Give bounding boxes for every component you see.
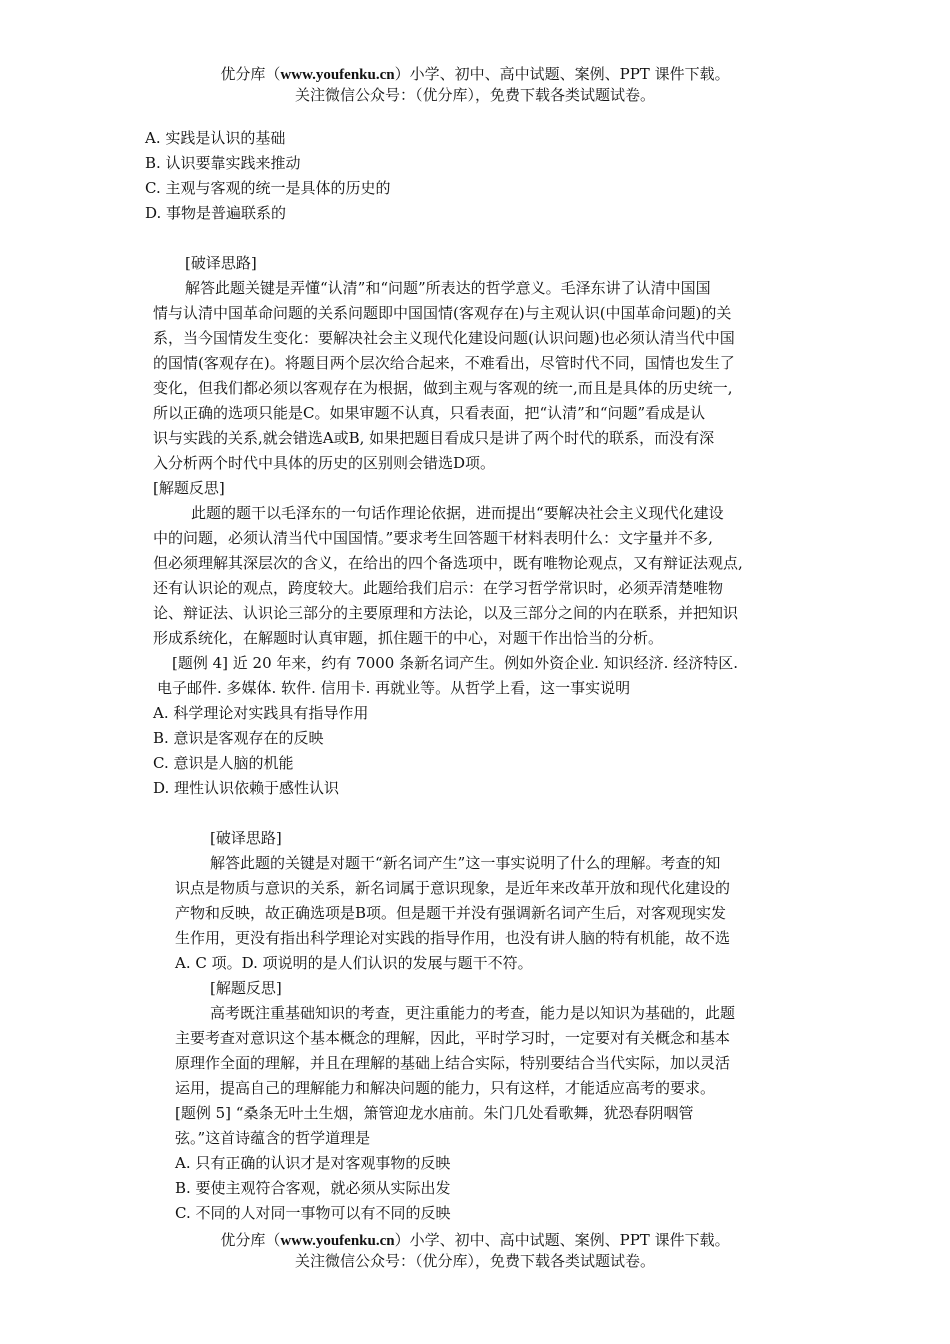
paragraph-line: 所以正确的选项只能是C。如果审题不认真，只看表面，把“认清”和“问题”看成是认: [153, 404, 706, 422]
paragraph-line: 变化，但我们都必须以客观存在为根据，做到主观与客观的统一,而且是具体的历史统一,: [153, 379, 733, 397]
footer-line-2: 关注微信公众号：（优分库），免费下载各类试题试卷。: [294, 1252, 655, 1270]
footer-site-link[interactable]: www.youfenku.cn: [280, 1233, 395, 1249]
header-site-link[interactable]: www.youfenku.cn: [280, 67, 395, 83]
paragraph-line: A. C 项。D. 项说明的是人们认识的发展与题干不符。: [175, 954, 533, 972]
header-line-2: 关注微信公众号：（优分库），免费下载各类试题试卷。: [294, 86, 655, 104]
paragraph-line: 产物和反映，故正确选项是B项。但是题干并没有强调新名词产生后，对客观现实发: [175, 904, 727, 922]
option-c: C. 主观与客观的统一是具体的历史的: [145, 179, 391, 197]
question-stem: [题例 5] “桑条无叶土生烟，箫管迎龙水庙前。朱门几处看歌舞，犹恐春阴咽管: [175, 1104, 694, 1122]
paragraph-line: 主要考查对意识这个基本概念的理解，因此，平时学习时，一定要对有关概念和基本: [175, 1029, 731, 1047]
option-a: A. 只有正确的认识才是对客观事物的反映: [175, 1154, 451, 1172]
paragraph-line: 原理作全面的理解，并且在理解的基础上结合实际，特别要结合当代实际，加以灵活: [175, 1054, 731, 1072]
paragraph-line: 入分析两个时代中具体的历史的区别则会错选D项。: [153, 454, 496, 472]
question-stem: [题例 4] 近 20 年来，约有 7000 条新名词产生。例如外资企业. 知识经济. 经济特区.: [172, 654, 738, 672]
paragraph-line: 情与认清中国革命问题的关系问题即中国国情(客观存在)与主观认识(中国革命问题)的关: [153, 304, 732, 322]
paragraph-line: 但必须理解其深层次的含义，在给出的四个备选项中，既有唯物论观点，又有辩证法观点,: [153, 554, 743, 572]
section-heading: [解题反思]: [210, 979, 282, 997]
paragraph-line: 解答此题的关键是对题干“新名词产生”这一事实说明了什么的理解。考查的知: [210, 854, 721, 872]
question-stem: 电子邮件. 多媒体. 软件. 信用卡. 再就业等。从哲学上看，这一事实说明: [157, 679, 631, 697]
section-heading: [破译思路]: [210, 829, 282, 847]
paragraph-line: 高考既注重基础知识的考查，更注重能力的考查，能力是以知识为基础的，此题: [210, 1004, 736, 1022]
page-header: [0, 64, 950, 105]
option-a: A. 实践是认识的基础: [145, 129, 286, 147]
option-b: B. 要使主观符合客观，就必须从实际出发: [175, 1179, 451, 1197]
paragraph-line: 生作用，更没有指出科学理论对实践的指导作用，也没有讲人脑的特有机能，故不选: [175, 929, 731, 947]
paragraph-line: 解答此题关键是弄懂“认清”和“问题”所表达的哲学意义。毛泽东讲了认清中国国: [185, 279, 711, 297]
option-a: A. 科学理论对实践具有指导作用: [153, 704, 369, 722]
option-d: D. 事物是普遍联系的: [145, 204, 287, 222]
footer-line-1: 优分库（www.youfenku.cn）小学、初中、高中试题、案例、PPT 课件下载。: [220, 1231, 730, 1249]
question-stem: 弦。”这首诗蕴含的哲学道理是: [175, 1129, 371, 1147]
option-d: D. 理性认识依赖于感性认识: [153, 779, 340, 797]
paragraph-line: 运用，提高自己的理解能力和解决问题的能力，只有这样，才能适应高考的要求。: [175, 1079, 716, 1097]
paragraph-line: 识与实践的关系,就会错选A或B, 如果把题目看成只是讲了两个时代的联系，而没有深: [153, 429, 715, 447]
section-heading: [解题反思]: [153, 479, 225, 497]
paragraph-line: 系，当今国情发生变化：要解决社会主义现代化建设问题(认识问题)也必须认清当代中国: [153, 329, 735, 347]
page-footer: [0, 1230, 950, 1271]
header-line-1: 优分库（www.youfenku.cn）小学、初中、高中试题、案例、PPT 课件下载。: [220, 65, 730, 83]
paragraph-line: 还有认识论的观点，跨度较大。此题给我们启示：在学习哲学常识时，必须弄清楚唯物: [153, 579, 724, 597]
paragraph-line: 的国情(客观存在)。将题目两个层次给合起来，不难看出，尽管时代不同，国情也发生了: [153, 354, 735, 372]
option-c: C. 不同的人对同一事物可以有不同的反映: [175, 1204, 451, 1222]
section-heading: [破译思路]: [185, 254, 257, 272]
paragraph-line: 此题的题干以毛泽东的一句话作理论依据，进而提出“要解决社会主义现代化建设: [191, 504, 724, 522]
paragraph-line: 中的问题，必须认清当代中国国情。”要求考生回答题干材料表明什么：文字量并不多,: [153, 529, 713, 547]
option-b: B. 意识是客观存在的反映: [153, 729, 324, 747]
paragraph-line: 论、辩证法、认识论三部分的主要原理和方法论，以及三部分之间的内在联系，并把知识: [153, 604, 739, 622]
paragraph-line: 形成系统化，在解题时认真审题，抓住题干的中心，对题干作出恰当的分析。: [153, 629, 664, 647]
option-b: B. 认识要靠实践来推动: [145, 154, 301, 172]
option-c: C. 意识是人脑的机能: [153, 754, 294, 772]
paragraph-line: 识点是物质与意识的关系，新名词属于意识现象，是近年来改革开放和现代化建设的: [175, 879, 731, 897]
